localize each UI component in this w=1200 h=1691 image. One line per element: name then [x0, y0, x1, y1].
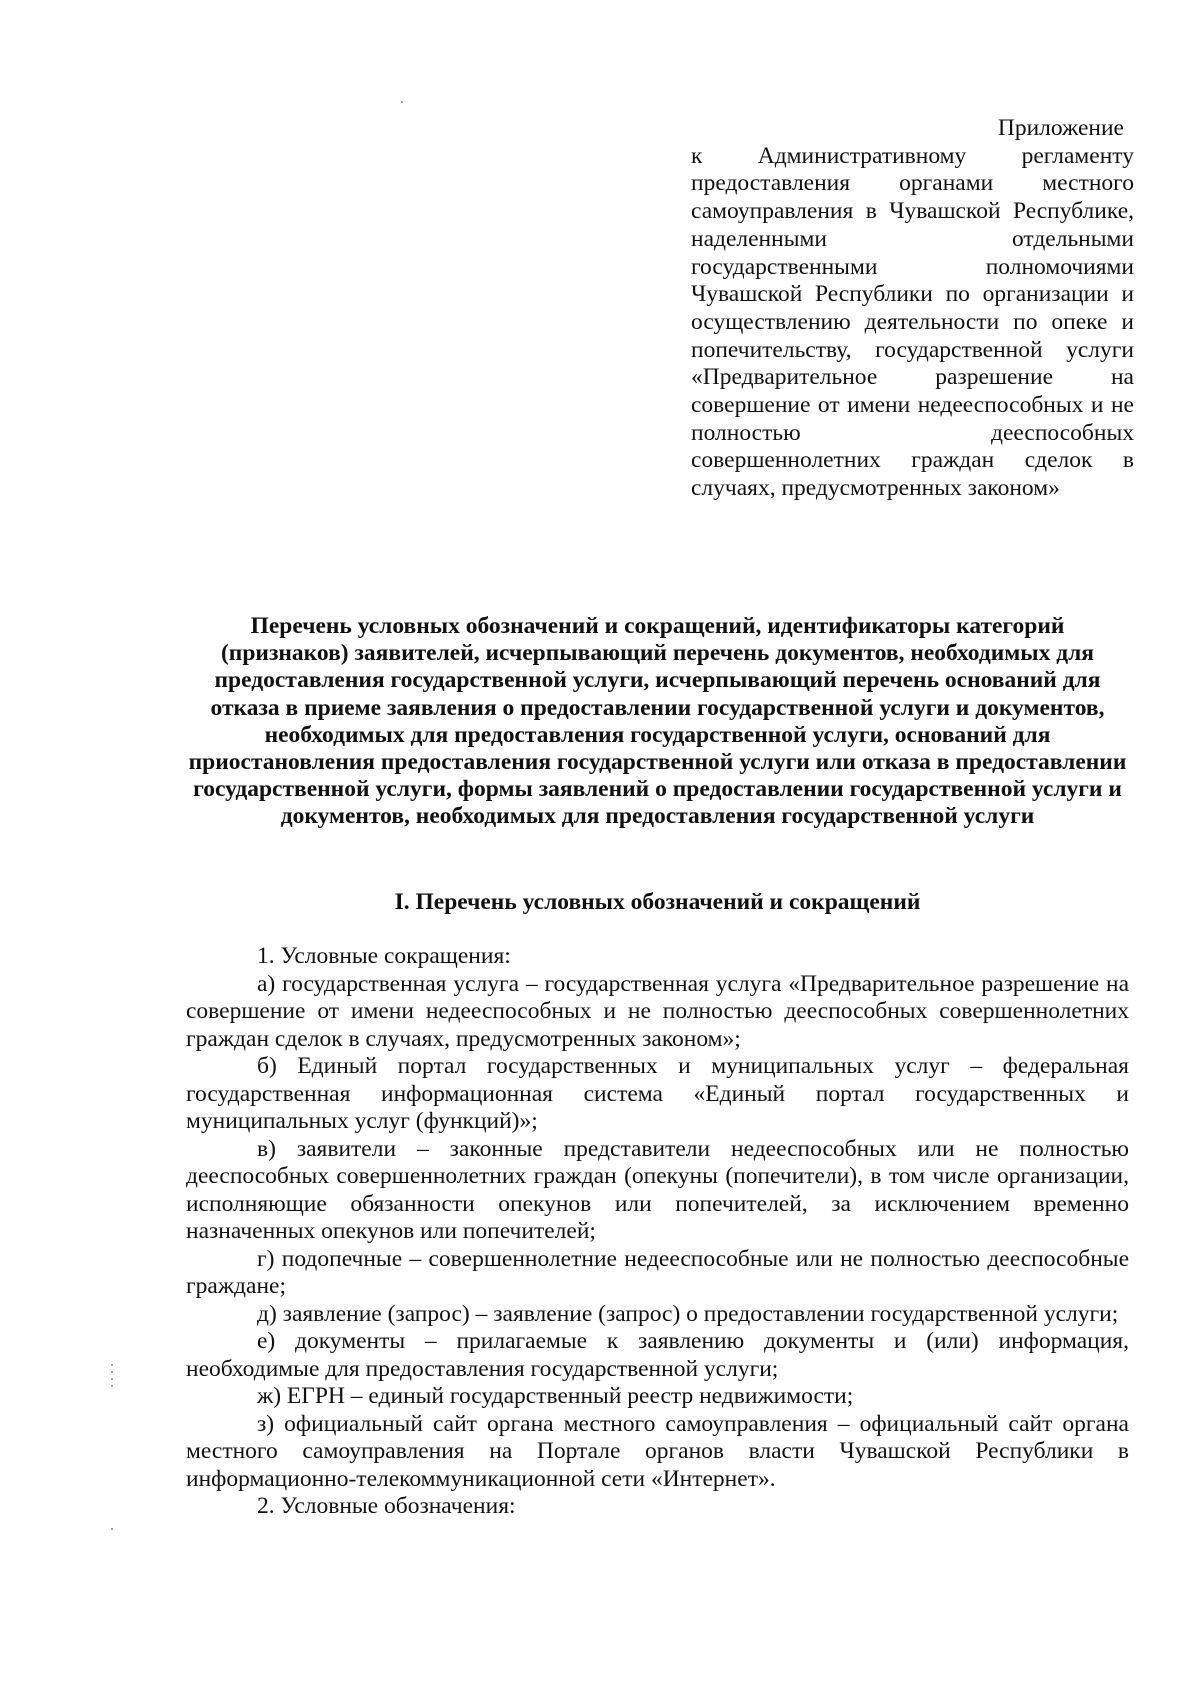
paragraph-item-d: д) заявление (запрос) – заявление (запрос) о предоставлении государственной услуги;	[257, 1300, 1119, 1327]
paragraph-designations-heading: 2. Условные обозначения:	[257, 1493, 516, 1519]
paragraph-item-v: в) заявители – законные представители недееспособных или не полностью дееспособных совершеннолетних граждан (опекуны (попечители), в том числе организации, исполняющие обязанности опекунов или попечителей, за исключением временно назначенных опекунов или попечителей;	[186, 1135, 1129, 1244]
section-heading: I. Перечень условных обозначений и сокращений	[394, 889, 921, 915]
document-title: Перечень условных обозначений и сокращений, идентификаторы категорий (признаков) заявителей, исчерпывающий перечень документов, необходимых для предоставления государственной услуги, исчерпывающий перечень оснований для отказа в приеме заявления о предоставлении государственной услуги и документов, необходимых для предоставления государственной услуги, оснований для приостановления предоставления государственной услуги или отказа в предоставлении государственной услуги, формы заявлений о предоставлении государственной услуги и документов, необходимых для предоставления государственной услуги	[188, 613, 1127, 830]
appendix-block	[691, 115, 1134, 503]
paragraph-item-e: е) документы – прилагаемые к заявлению документы и (или) информация, необходимые для предоставления государственной услуги;	[186, 1328, 1129, 1382]
document-body	[186, 943, 1129, 1521]
scan-speck	[111, 1378, 113, 1380]
scan-speck	[111, 1364, 113, 1366]
paragraph-item-z: з) официальный сайт органа местного самоуправления – официальный сайт органа местного самоуправления на Портале органов власти Чувашской Республики в информационно-телекоммуникационной сети «Интернет».	[186, 1410, 1129, 1492]
paragraph-abbreviations-heading: 1. Условные сокращения:	[257, 943, 511, 969]
paragraph-item-g: г) подопечные – совершеннолетние недееспособные или не полностью дееспособные граждане;	[186, 1245, 1129, 1299]
scan-speck	[401, 101, 403, 103]
paragraph-item-b: б) Единый портал государственных и муниципальных услуг – федеральная государственная информационная система «Единый портал государственных и муниципальных услуг (функций)»;	[186, 1053, 1129, 1134]
appendix-text: к Административному регламенту предоставления органами местного самоуправления в Чувашской Республике, наделенными отдельными государственными полномочиями Чувашской Республики по организации и осуществлению деятельности по опеке и попечительству, государственной услуги «Предварительное разрешение на совершение от имени недееспособных и не полностью дееспособных совершеннолетних граждан сделок в случаях, предусмотренных законом»	[691, 142, 1134, 502]
paragraph-item-a: а) государственная услуга – государственная услуга «Предварительное разрешение на совершение от имени недееспособных и не полностью дееспособных совершеннолетних граждан сделок в случаях, предусмотренных законом»;	[186, 970, 1129, 1052]
scan-speck	[111, 1385, 113, 1387]
paragraph-item-zh: ж) ЕГРН – единый государственный реестр недвижимости;	[257, 1383, 854, 1409]
scan-speck	[111, 1528, 113, 1530]
scan-speck	[111, 1371, 113, 1373]
appendix-title: Приложение	[997, 115, 1124, 141]
